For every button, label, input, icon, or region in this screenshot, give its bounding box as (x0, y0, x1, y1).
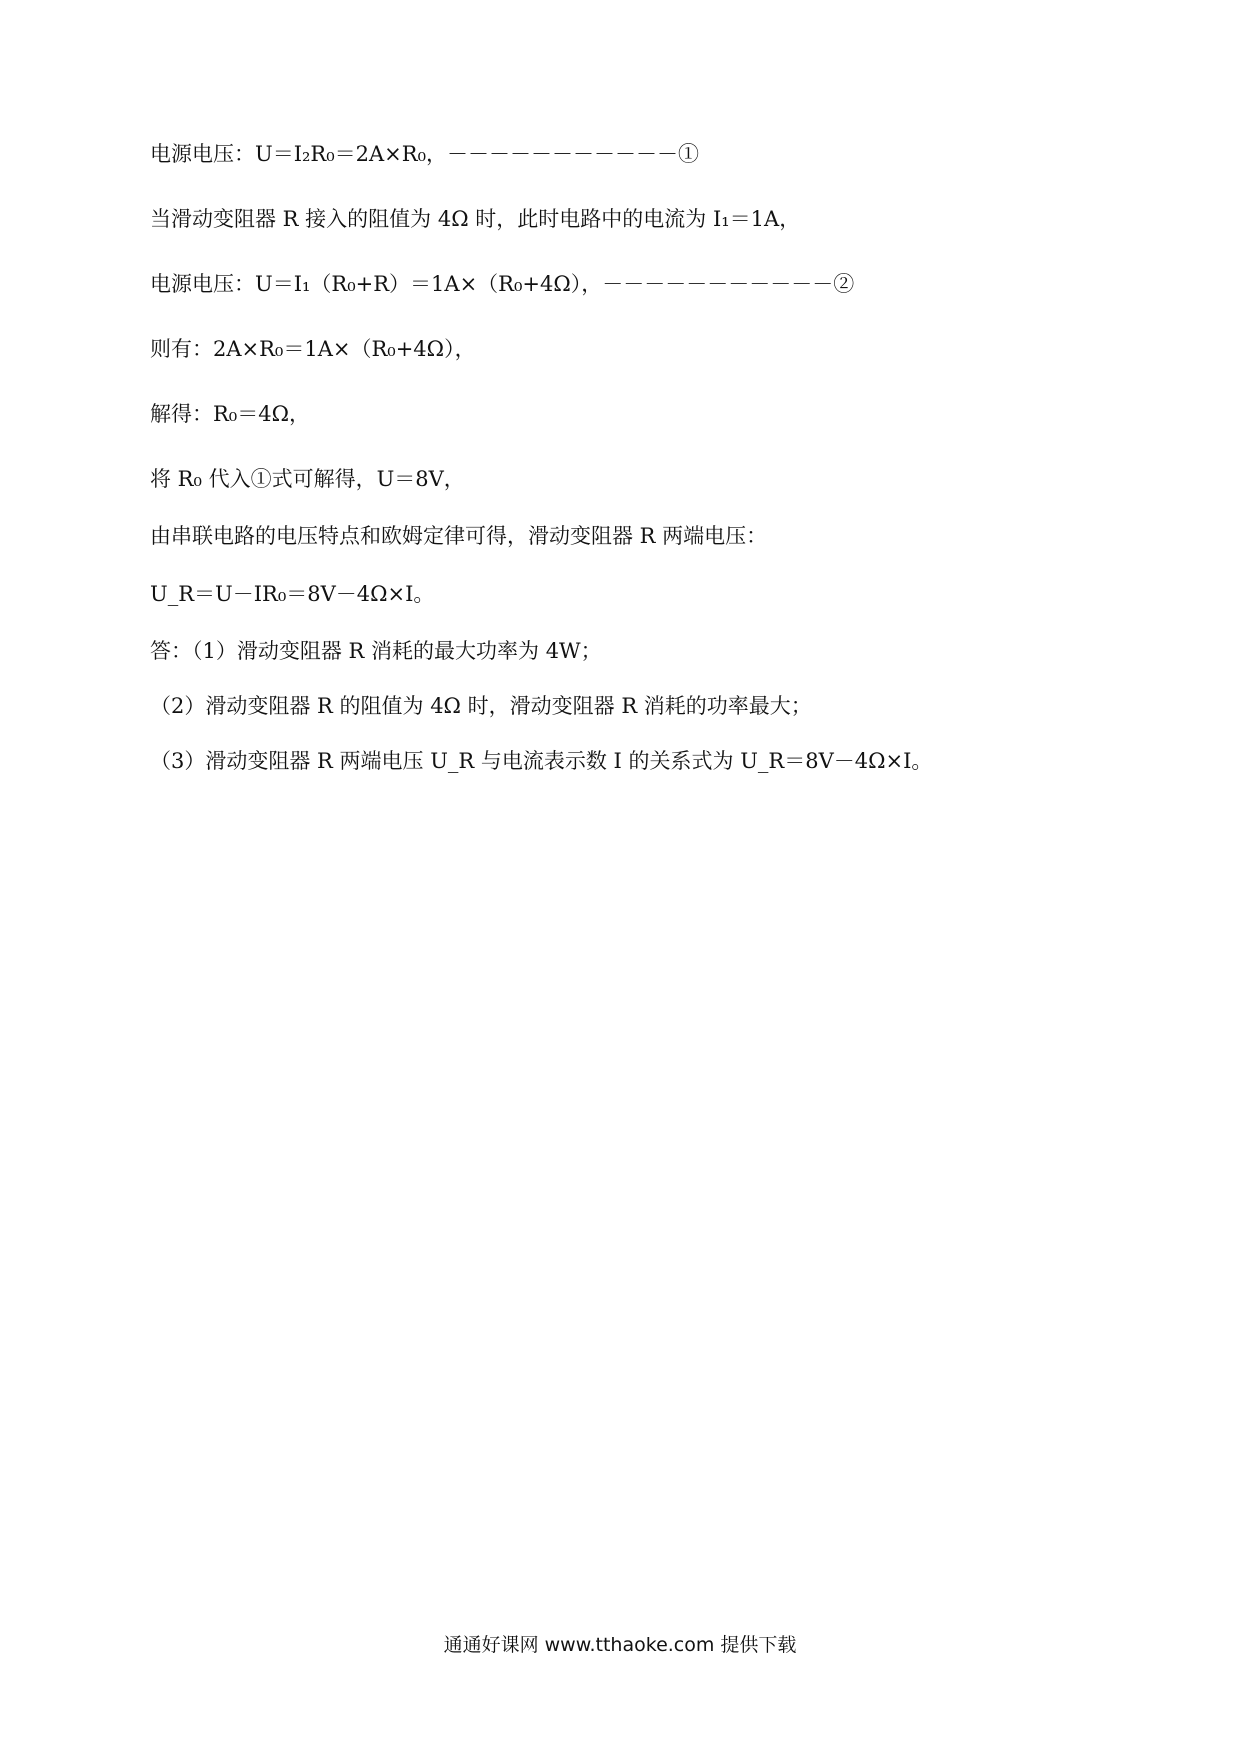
solution-r0-line: 解得：R₀＝4Ω， (150, 402, 311, 426)
footer-credit: 通通好课网 www.tthaoke.com 提供下载 (443, 1634, 797, 1656)
equation-combined-line: 则有：2A×R₀＝1A×（R₀+4Ω）， (150, 337, 476, 361)
explanation-line: 由串联电路的电压特点和欧姆定律可得，滑动变阻器 R 两端电压： (150, 524, 768, 548)
equation-line-1: 电源电压：U＝I₂R₀＝2A×R₀，－－－－－－－－－－－① (150, 142, 699, 166)
ur-expression-line: U_R＝U－IR₀＝8V－4Ω×I。 (150, 582, 435, 606)
equation-line-2: 电源电压：U＝I₁（R₀+R）＝1A×（R₀+4Ω），－－－－－－－－－－－② (150, 272, 855, 296)
answer-line-1: 答：（1）滑动变阻器 R 消耗的最大功率为 4W； (150, 639, 602, 663)
answer-line-2: （2）滑动变阻器 R 的阻值为 4Ω 时，滑动变阻器 R 消耗的功率最大； (150, 694, 812, 718)
condition-line: 当滑动变阻器 R 接入的阻值为 4Ω 时，此时电路中的电流为 I₁＝1A， (150, 207, 801, 231)
answer-line-3: （3）滑动变阻器 R 两端电压 U_R 与电流表示数 I 的关系式为 U_R＝8V－4Ω×I。 (150, 749, 933, 773)
solution-u-line: 将 R₀ 代入①式可解得，U＝8V， (150, 467, 465, 491)
